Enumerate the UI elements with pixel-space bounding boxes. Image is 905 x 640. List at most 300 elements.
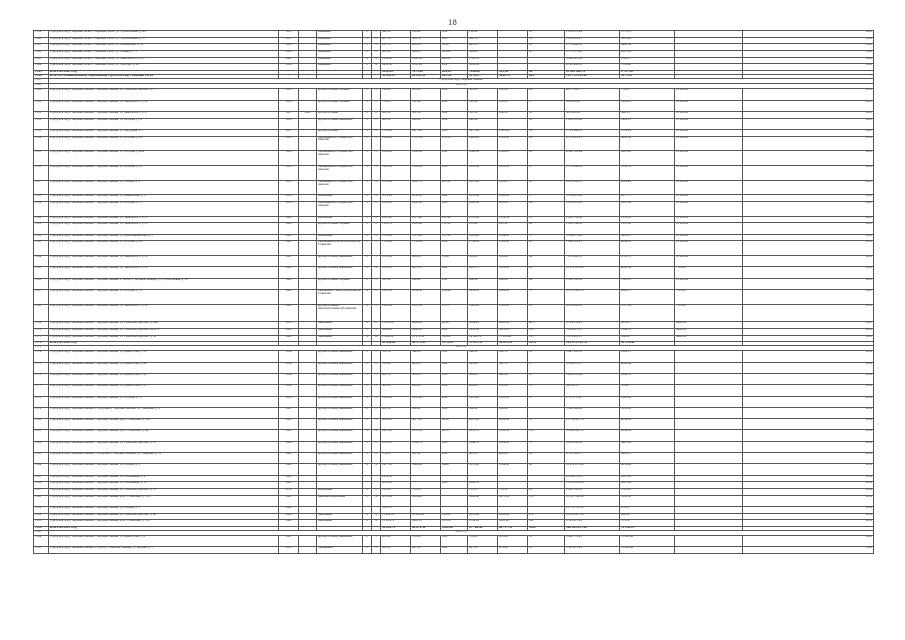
cell-limit-cost: 10 600,00 <box>675 100 743 111</box>
cell-wall-material: каменные <box>317 37 363 44</box>
cell-limit-cost <box>675 507 743 514</box>
cell-floors: 4 <box>363 289 372 304</box>
cell-end-year: 2018 <box>743 165 874 180</box>
cell-area-living: 497,30 <box>411 547 441 554</box>
cell-area-living: 1095,40 <box>411 223 441 234</box>
cell-year-built: 1959 <box>279 165 299 180</box>
cell-cost: 7 990 951,21 <box>565 241 620 256</box>
cell-cost: 1 230 154,56 <box>565 223 620 234</box>
cell-entrances: 1 <box>372 373 381 384</box>
cell-year-built: 1982 <box>279 335 299 342</box>
cell-area-total: 11 241,28 <box>381 513 411 520</box>
section-title: 2018 год <box>49 84 874 89</box>
cell-limit-cost <box>675 385 743 396</box>
cell-wall-material: каменные <box>317 57 363 64</box>
cell-cost: 3 399 076,97 <box>565 362 620 373</box>
cell-area-residential: 7646,00 <box>468 71 498 75</box>
cell-residents: 476 <box>528 513 565 520</box>
cell-residents: 73 <box>528 441 565 452</box>
cell-area-total: 2474,60 <box>381 475 411 482</box>
cell-no: 1174 <box>34 351 49 362</box>
cell-area-common <box>498 507 528 514</box>
cell-address: Городской округ Верхняя Пышма, г. Верхняя Пышма, ул. Петрова, д. 43А <box>49 151 279 166</box>
cell-area-residential: 1385,40 <box>468 234 498 241</box>
cell-cost-per-sqm: 5401,88 <box>620 441 675 452</box>
cell-cost-per-sqm: 2 797,20 <box>620 71 675 75</box>
cell-area-living: 1940,40 <box>411 464 441 475</box>
cell-end-year: 2020 <box>743 37 874 44</box>
cell-area-living: 10 053,00 <box>411 513 441 520</box>
cell-area-nonliving: 0,00 <box>441 278 468 289</box>
cell-area-residential: 9394,20 <box>468 322 498 329</box>
cell-residents <box>528 507 565 514</box>
cell-limit-cost <box>675 520 743 527</box>
cell-year-built: 1962 <box>279 464 299 475</box>
cell-area-total: 3874,60 <box>381 495 411 506</box>
cell-entrances: 4 <box>372 430 381 441</box>
cell-entrances: 4 <box>372 495 381 506</box>
cell-floors: 3 <box>363 216 372 223</box>
cell-cost-per-sqm: 865,91 <box>620 322 675 329</box>
cell-year-reconstructed <box>299 216 317 223</box>
cell-end-year: 2019 <box>743 430 874 441</box>
cell-end-year: 2018 <box>743 180 874 195</box>
table-row <box>34 507 874 514</box>
cell-limit-cost <box>675 475 743 482</box>
cell-entrances: 2 <box>372 453 381 464</box>
cell-limit-cost: 10 600,00 <box>675 165 743 180</box>
cell-area-common <box>498 44 528 51</box>
cell-year-built: 1960 <box>279 223 299 234</box>
cell-area-common <box>498 64 528 71</box>
cell-area-common: 1694,00 <box>498 464 528 475</box>
cell-no: 1187 <box>34 489 49 496</box>
cell-entrances: 5 <box>372 328 381 335</box>
cell-year-built: 1962 <box>279 289 299 304</box>
cell-area-living: 1993,30 <box>411 57 441 64</box>
table-row <box>34 136 874 151</box>
table-row <box>34 335 874 342</box>
cell-cost: 4 051 093,23 <box>565 180 620 195</box>
cell-area-total: 36 605,47 <box>381 75 411 79</box>
cell-cost-per-sqm: 11 080,90 <box>620 536 675 547</box>
cell-year-reconstructed <box>299 89 317 100</box>
cell-wall-material: панельные <box>317 322 363 329</box>
cell-area-total: 405,00 <box>381 536 411 547</box>
cell-wall-material: крупноблочные панельные <box>317 373 363 384</box>
cell-year-reconstructed <box>299 482 317 489</box>
cell-area-nonliving: 0,00 <box>441 547 468 554</box>
cell-cost-per-sqm: 4892,36 <box>620 267 675 278</box>
cell-area-living: 294,90 <box>411 278 441 289</box>
cell-cost-per-sqm: 4806,94 <box>620 362 675 373</box>
cell-wall-material <box>317 475 363 482</box>
cell-area-common: 1362,90 <box>498 136 528 151</box>
cell-area-total: 1803,60 <box>381 202 411 217</box>
cell-year-reconstructed <box>299 489 317 496</box>
cell-cost: 10 672 831,08 <box>565 267 620 278</box>
cell-residents: 27 <box>528 362 565 373</box>
cell-area-nonliving: 1002,00 <box>441 527 468 531</box>
cell-area-common: 925,60 <box>498 202 528 217</box>
cell-area-residential: 3224,00 <box>468 495 498 506</box>
cell-year-reconstructed: 2000 <box>299 111 317 118</box>
cell-no: 1143 <box>34 57 49 64</box>
cell-address: Городской округ Верхняя Пышма, г. Верхняя Пышма, ул. Петрова, д. 51 <box>49 289 279 304</box>
cell-entrances: 3 <box>372 256 381 267</box>
section-title: 2019 год <box>49 346 874 351</box>
table-row <box>34 100 874 111</box>
cell-entrances: 1 <box>372 385 381 396</box>
cell-area-living: 1736,60 <box>411 241 441 256</box>
cell-entrances: 1 <box>372 351 381 362</box>
cell-limit-cost <box>675 373 743 384</box>
cell-cost-per-sqm: 62 135,88 <box>620 342 675 346</box>
table-row <box>34 362 874 373</box>
cell-residents: 10 <box>528 111 565 118</box>
cell-cost-per-sqm: 3433,97 <box>620 234 675 241</box>
cell-area-common: 11 286,00 <box>498 335 528 342</box>
cell-address: Итого по 2019 году <box>49 527 279 531</box>
cell-area-living: 351,30 <box>411 111 441 118</box>
cell-area-residential: 1812,20 <box>468 180 498 195</box>
cell-area-residential: 344,20 <box>468 351 498 362</box>
cell-area-total: 301,80 <box>381 385 411 396</box>
cell-floors: 3 <box>363 151 372 166</box>
cell-area-living: 7475,90 <box>411 71 441 75</box>
cell-cost: 11 355 265,60 <box>565 482 620 489</box>
table-row <box>34 241 874 256</box>
cell-area-total: 1735,30 <box>381 129 411 136</box>
cell-end-year: 2019 <box>743 489 874 496</box>
cell-floors: 2 <box>363 351 372 362</box>
cell-floors: 2 <box>363 180 372 195</box>
cell-area-nonliving: 700,30 <box>441 513 468 520</box>
cell-area-total: 2185,60 <box>381 289 411 304</box>
cell-end-year: 2019 <box>743 396 874 407</box>
cell-area-total: 790,40 <box>381 89 411 100</box>
cell-year-reconstructed <box>299 256 317 267</box>
cell-year-built: 1964 <box>279 441 299 452</box>
cell-area-nonliving <box>441 489 468 496</box>
cell-year-built: 1951 <box>279 536 299 547</box>
cell-residents: 25 <box>528 51 565 58</box>
table-row <box>34 129 874 136</box>
cell-cost-per-sqm: 2185,60 <box>620 396 675 407</box>
cell-residents: 70 <box>528 216 565 223</box>
cell-area-common: 212,00 <box>498 385 528 396</box>
cell-cost: 122 735 345,42 <box>565 75 620 79</box>
cell-year-built: 1938 <box>279 51 299 58</box>
cell-no: 1142 <box>34 51 49 58</box>
cell-no: 1167 <box>34 289 49 304</box>
cell-cost-per-sqm: 364,90 <box>620 335 675 342</box>
table-row <box>34 407 874 418</box>
cell-floors: 4 <box>363 57 372 64</box>
table-row <box>34 289 874 304</box>
cell-floors: 3 <box>363 223 372 234</box>
cell-entrances: 2 <box>372 362 381 373</box>
cell-entrances: 4 <box>372 180 381 195</box>
cell-area-common: 1235,90 <box>498 396 528 407</box>
cell-year-built: 1954 <box>279 373 299 384</box>
cell-residents: 27 <box>528 165 565 180</box>
cell-area-residential: 443,50 <box>468 44 498 51</box>
cell-cost: 10 176 966,16 <box>565 289 620 304</box>
cell-limit-cost: 10 600,00 <box>675 223 743 234</box>
cell-limit-cost: 10 600,00 <box>675 195 743 202</box>
cell-floors: 2 <box>363 362 372 373</box>
cell-residents: 642 <box>528 520 565 527</box>
cell-area-living: 2095,70 <box>411 180 441 195</box>
cell-cost: 2 757971,62 <box>565 396 620 407</box>
cell-limit-cost <box>675 31 743 38</box>
cell-year-built: 1962 <box>279 304 299 322</box>
cell-area-common: 9933,00 <box>498 520 528 527</box>
cell-address: Городской округ Верхняя Пышма, г. Верхняя Пышма, ул. Кривоусова, д. 4 <box>49 536 279 547</box>
cell-cost: 10 346 759,17 <box>565 475 620 482</box>
cell-no: 1148 <box>34 84 49 89</box>
cell-cost-per-sqm: 2016,38 <box>620 202 675 217</box>
cell-area-total: 359,10 <box>381 351 411 362</box>
cell-year-built: 1954 <box>279 385 299 396</box>
cell-no: 1182 <box>34 441 49 452</box>
cell-area-nonliving: 90,00 <box>441 419 468 430</box>
cell-end-year: 2019 <box>743 385 874 396</box>
cell-area-nonliving: 0,00 <box>441 453 468 464</box>
cell-end-year: 2019 <box>743 475 874 482</box>
cell-no: 1172 <box>34 342 49 346</box>
cell-area-total: 1261,80 <box>381 165 411 180</box>
cell-area-total: 506,30 <box>381 547 411 554</box>
table-row <box>34 165 874 180</box>
cell-year-built: 1988 <box>279 520 299 527</box>
cell-floors: 3 <box>363 267 372 278</box>
cell-wall-material: смешанные <box>317 547 363 554</box>
cell-address: Городской округ Верхняя Пышма, г. Верхняя Пышма, ул. Кривоусова, д. 10 <box>49 351 279 362</box>
cell-limit-cost: - <box>675 75 743 79</box>
cell-area-residential: 645,00 <box>468 362 498 373</box>
cell-floors: 3 <box>363 100 372 111</box>
cell-area-total: 56 899,75 <box>381 527 411 531</box>
cell-residents: 39 <box>528 202 565 217</box>
cell-cost-per-sqm: 3887,60 <box>620 482 675 489</box>
cell-wall-material: крупноблочные панельные <box>317 267 363 278</box>
cell-area-common: 3621,96 <box>498 328 528 335</box>
cell-cost-per-sqm: 2401,09 <box>620 151 675 166</box>
cell-area-common: 1290,25 <box>498 151 528 166</box>
cell-area-nonliving: 0,00 <box>441 396 468 407</box>
cell-area-residential <box>468 507 498 514</box>
table-row <box>34 37 874 44</box>
cell-cost: 9 784 253,41 <box>565 322 620 329</box>
cell-no: 1164 <box>34 256 49 267</box>
cell-cost-per-sqm: 6953,21 <box>620 453 675 464</box>
cell-area-residential: 386,00 <box>468 373 498 384</box>
cell-year-built: 1959 <box>279 136 299 151</box>
cell-area-residential: 1596,30 <box>468 151 498 166</box>
cell-end-year: 2020 <box>743 51 874 58</box>
cell-address: Городской округ Верхняя Пышма, г. Верхняя Пышма, ул. Уральских рабочих, д. 44а <box>49 322 279 329</box>
cell-address: Городской округ Верхняя Пышма, п. Исеть (г. Верхняя Пышма), ул. Фрунзе, д. 5 <box>49 547 279 554</box>
table-row <box>34 441 874 452</box>
cell-cost: 938 412,04 <box>565 100 620 111</box>
cell-area-nonliving: 0,00 <box>441 328 468 335</box>
cell-year-reconstructed <box>299 151 317 166</box>
cell-cost: 5 139 021,80 <box>565 195 620 202</box>
cell-cost-per-sqm: 994,16 <box>620 111 675 118</box>
table-row <box>34 267 874 278</box>
cell-year-reconstructed <box>299 37 317 44</box>
cell-residents: 32 <box>528 118 565 129</box>
cell-address: Городской округ Верхняя Пышма, г. Верхняя Пышма, пр-кт Успенский, д. 44 <box>49 430 279 441</box>
cell-no: 1195 <box>34 547 49 554</box>
cell-area-total: 621,70 <box>381 44 411 51</box>
section-title: 2020 год <box>49 530 874 535</box>
cell-floors <box>363 507 372 514</box>
cell-entrances: 2 <box>372 51 381 58</box>
cell-cost-per-sqm: 2801,59 <box>620 51 675 58</box>
cell-entrances: 3 <box>372 396 381 407</box>
cell-limit-cost: 10 600,00 <box>675 89 743 100</box>
cell-year-reconstructed <box>299 373 317 384</box>
cell-end-year: 2020 <box>743 31 874 38</box>
cell-no: 1144 <box>34 64 49 71</box>
cell-area-common: 381,70 <box>498 362 528 373</box>
cell-cost: 5 439 011,13 <box>565 328 620 335</box>
cell-entrances: 3 <box>372 289 381 304</box>
cell-cost: 9 960 633,92 <box>565 441 620 452</box>
cell-entrances: 1 <box>372 118 381 129</box>
cell-wall-material <box>317 482 363 489</box>
cell-entrances: 1 <box>372 100 381 111</box>
cell-area-residential: 1235,90 <box>468 396 498 407</box>
cell-limit-cost <box>675 44 743 51</box>
cell-area-residential: 661,30 <box>468 453 498 464</box>
cell-area-total: 682,20 <box>381 118 411 129</box>
table-row <box>34 430 874 441</box>
cell-year-built: 1983 <box>279 495 299 506</box>
cell-no: 1170 <box>34 328 49 335</box>
cell-address: Городской округ Верхняя Пышма, г. Верхняя Пышма, ул. Победы, д. 1 <box>49 507 279 514</box>
cell-year-built: 1954 <box>279 351 299 362</box>
cell-no: 1177 <box>34 385 49 396</box>
cell-wall-material: крупноблочные панельные <box>317 256 363 267</box>
cell-residents: 183 <box>528 328 565 335</box>
cell-cost: 1 230 673,09 <box>565 31 620 38</box>
cell-limit-cost: 10 600,00 <box>675 180 743 195</box>
cell-address: Городской округ Верхняя Пышма, г. Верхняя Пышма, ул. Победы, д. 9 <box>49 464 279 475</box>
cell-entrances: 3 <box>372 195 381 202</box>
cell-year-built: 1955 <box>279 180 299 195</box>
cell-area-residential: 47 706,90 <box>468 527 498 531</box>
cell-area-total: 1261,80 <box>381 396 411 407</box>
cell-wall-material: крупноблочные панельные <box>317 362 363 373</box>
cell-residents: 15 <box>528 419 565 430</box>
table-row <box>34 322 874 329</box>
cell-area-nonliving: 0,00 <box>441 241 468 256</box>
cell-area-common <box>498 482 528 489</box>
cell-area-nonliving: 0,00 <box>441 37 468 44</box>
cell-limit-cost: 6499,64 <box>675 322 743 329</box>
cell-area-living: 1235,90 <box>411 165 441 180</box>
cell-limit-cost: 10 600,00 <box>675 118 743 129</box>
cell-area-living: 899,00 <box>411 51 441 58</box>
cell-floors: 5 <box>363 328 372 335</box>
cell-area-total: 1862,70 <box>381 441 411 452</box>
cell-area-living: 995,00 <box>411 256 441 267</box>
cell-wall-material: смешанные из сборных ж/б панелей <box>317 136 363 151</box>
cell-limit-cost <box>675 453 743 464</box>
cell-area-common: 935,50 <box>498 223 528 234</box>
cell-end-year: 2019 <box>743 507 874 514</box>
cell-address: Городской округ Верхняя Пышма, г. Верхняя Пышма, ул. Петрова, д. 37 <box>49 202 279 217</box>
cell-area-common: 2089,00 <box>498 419 528 430</box>
cell-area-total: 346,30 <box>381 31 411 38</box>
cell-entrances: 3 <box>372 129 381 136</box>
cell-year-reconstructed <box>299 322 317 329</box>
cell-floors <box>363 475 372 482</box>
cell-floors: 2 <box>363 37 372 44</box>
cell-area-residential: 310,90 <box>468 31 498 38</box>
cell-end-year: 2019 <box>743 362 874 373</box>
cell-cost-per-sqm: 9199,11 <box>620 351 675 362</box>
cell-wall-material: крупноблочные панельные <box>317 419 363 430</box>
cell-cost-per-sqm: 1250,59 <box>620 216 675 223</box>
cell-year-built: 1962 <box>279 57 299 64</box>
page-number: 18 <box>448 19 457 27</box>
cell-area-living: 2131,80 <box>411 430 441 441</box>
cell-cost-per-sqm: 11 080,90 <box>620 547 675 554</box>
cell-area-residential: 1876,00 <box>468 464 498 475</box>
cell-area-living: 741,40 <box>411 100 441 111</box>
cell-area-common <box>498 37 528 44</box>
cell-year-reconstructed <box>299 419 317 430</box>
cell-limit-cost <box>675 407 743 418</box>
cell-area-residential: 351,30 <box>468 111 498 118</box>
cell-entrances: 4 <box>372 520 381 527</box>
cell-year-built: 1960 <box>279 234 299 241</box>
cell-cost: 2 896 770,23 <box>565 536 620 547</box>
table-row <box>34 419 874 430</box>
cell-wall-material: панельные <box>317 520 363 527</box>
cell-year-built: 1956 <box>279 44 299 51</box>
table-row <box>34 385 874 396</box>
cell-year-reconstructed <box>299 31 317 38</box>
cell-year-reconstructed <box>299 536 317 547</box>
cell-no: 1180 <box>34 419 49 430</box>
cell-area-nonliving: 64,40 <box>441 464 468 475</box>
table-row <box>34 118 874 129</box>
cell-cost-per-sqm: 2887,60 <box>620 475 675 482</box>
cell-no: 1152 <box>34 118 49 129</box>
cell-year-reconstructed <box>299 351 317 362</box>
cell-cost-per-sqm: 1482,11 <box>620 118 675 129</box>
cell-area-common: 1280,20 <box>498 195 528 202</box>
cell-no: 1160 <box>34 216 49 223</box>
cell-wall-material: панельные <box>317 328 363 335</box>
cell-residents: 34 <box>528 256 565 267</box>
cell-wall-material: крупноблочные панельные <box>317 536 363 547</box>
cell-area-residential: 1408,20 <box>468 136 498 151</box>
cell-no: 1149 <box>34 89 49 100</box>
cell-wall-material: смешанные из сборных ж/б панелей <box>317 202 363 217</box>
cell-end-year: 2018 <box>743 223 874 234</box>
cell-residents: 29 <box>528 453 565 464</box>
cell-limit-cost <box>675 482 743 489</box>
cell-year-reconstructed <box>299 136 317 151</box>
cell-floors: 2 <box>363 536 372 547</box>
